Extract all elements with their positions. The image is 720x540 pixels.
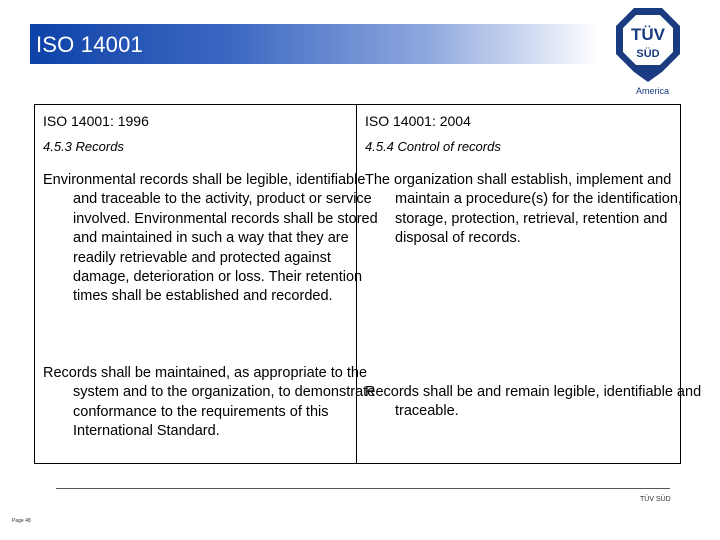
logo-subtitle: America bbox=[636, 86, 670, 96]
column-2004 bbox=[357, 105, 702, 463]
page-number: Page 48 bbox=[12, 518, 31, 524]
paragraph-1996-records: Environmental records shall be legible, identifiable and traceable to the activity, product or service involved. Environmental records shall be stored and maintained in such a way that they are readily retrievable and protected against damage, deterioration or loss. Their retention times shall be established and recorded. bbox=[43, 172, 378, 305]
footer-brand: TÜV SÜD bbox=[640, 496, 671, 503]
tuv-sud-logo bbox=[614, 6, 682, 84]
comparison-table bbox=[34, 104, 702, 464]
paragraph-2004-procedure: The organization shall establish, implement and maintain a procedure(s) for the identification, storage, protection, retrieval, retention and disposal of records. bbox=[365, 172, 682, 247]
logo-mark-top: TÜV bbox=[631, 25, 665, 44]
logo-mark-bottom: SÜD bbox=[636, 48, 660, 60]
paragraph-1996-maintenance: Records shall be maintained, as appropriate to the system and to the organization, to demonstrate conformance to the requirements of this International Standard. bbox=[43, 365, 376, 440]
title-bar bbox=[30, 24, 600, 64]
clause-2004: 4.5.4 Control of records bbox=[365, 139, 501, 154]
column-1996 bbox=[35, 105, 378, 463]
version-2004: ISO 14001: 2004 bbox=[365, 113, 471, 129]
page-title: ISO 14001 bbox=[36, 32, 143, 57]
paragraph-2004-legibility: Records shall be and remain legible, identifiable and traceable. bbox=[365, 384, 702, 420]
clause-1996: 4.5.3 Records bbox=[43, 139, 124, 154]
footer-divider bbox=[56, 488, 670, 489]
version-1996: ISO 14001: 1996 bbox=[43, 113, 149, 129]
